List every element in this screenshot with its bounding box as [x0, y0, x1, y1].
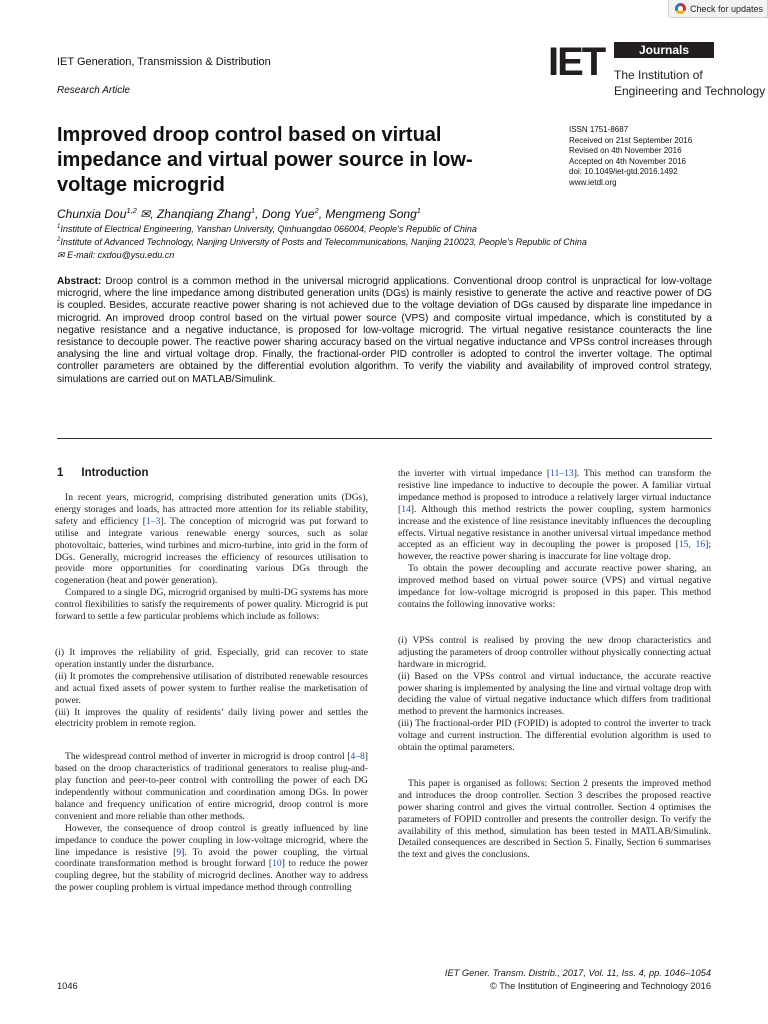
- check-for-updates-button[interactable]: [668, 0, 768, 18]
- page-number: 1046: [57, 981, 78, 991]
- author-name: Zhanqiang Zhang: [156, 207, 251, 221]
- check-for-updates-label: Check for updates: [690, 3, 764, 14]
- abstract-text: Droop control is a common method in the universal microgrid applications. Conventional droop control is unpractical for low-voltage microgrid, where the line impedance among distributed generation units (DGs) is mainly resistive to generate the active and reactive power of DG is coupled. Besides, accurate reactive power sharing is not achieved due to the voltage deviation of DGs caused by disparate line impedance in microgrid. An improved droop control based on the virtual power source (VPS) and composite virtual impedance, which is constituted by a negative resistance and a negative inductance, is proposed for low-voltage microgrid. The virtual negative resistance counteracts the line resistance to decouple power. The reactive power sharing accuracy based on the virtual negative inductance and VPSs control increases through analysing the line and virtual voltage drop. Finally, the fractional-order PID controller is adopted to control the inverter voltage. The optimal controller parameters are obtained by the differential evolution algorithm. To verify the viability and availability of improved control strategy, simulations are carried out on MATLAB/Simulink.: [57, 276, 712, 385]
- left-column: [55, 492, 368, 894]
- abstract-label: Abstract:: [57, 276, 102, 287]
- author-name: Chunxia Dou: [57, 207, 127, 221]
- citation-link[interactable]: 14: [401, 503, 411, 515]
- author-list: Chunxia Dou$^{1,2}$ ✉, Zhanqiang Zhang$^1$, Dong Yue$^2$, Mengmeng Song$^1$: [57, 206, 421, 221]
- doi-link[interactable]: doi: 10.1049/iet-gtd.2016.1492: [569, 167, 678, 177]
- accepted-date: Accepted on 4th November 2016: [569, 156, 686, 166]
- list-item: (iii) The fractional-order PID (FOPID) is adopted to control the inverter to track voltage and current instruction. The differential evolution algorithm is used to obtain the optimal parameters.: [398, 718, 711, 754]
- list-item: (iii) It improves the quality of residents’ daily living power and settles the electricity problem in remote region.: [55, 706, 368, 730]
- journals-banner: Journals: [614, 42, 714, 58]
- citation-link[interactable]: 10: [272, 858, 282, 870]
- website-link[interactable]: www.ietdl.org: [569, 177, 617, 187]
- issn: ISSN 1751-8687: [569, 125, 629, 134]
- paragraph: The widespread control method of inverter in microgrid is droop control [4–8] based on the droop characteristics of traditional generators to realise plug-and-play function and peer-to-peer control with controlling the power of each DG independently without communication and coordination among DGs. In power balance and frequency unification of entire microgrid, droop control is more convenient and more reliable than other methods.: [55, 751, 368, 822]
- section-heading: [57, 467, 166, 479]
- affiliation-2: [57, 237, 587, 247]
- list-item: (i) It improves the reliability of grid. Especially, grid can recover to state operation instantly under the disturbance.: [55, 646, 368, 670]
- paper-title: Improved droop control based on virtual impedance and virtual power source in low-voltage microgrid: [57, 124, 473, 196]
- author-affil-sup: 1,2: [126, 206, 137, 215]
- citation-link[interactable]: 11–13: [550, 468, 574, 479]
- paragraph: This paper is organised as follows: Section 2 presents the improved method and introduces the droop controller. Section 3 describes the proposed reactive power sharing control and gives the virtual controller. Section 4 optimises the parameters of FOPID controller and presents the controller design. To verify the availability of this method, simulation has been tested in MATLAB/Simulink. Detailed consequences are described in Section 5. Finally, Section 6 summarises the text and gives the conclusions.: [398, 777, 711, 861]
- citation-link[interactable]: 4–8: [350, 751, 365, 763]
- article-metadata: [569, 125, 749, 189]
- list-item: (ii) It promotes the comprehensive utilisation of distributed renewable resources and actual fixed assets of power system to further realise the marketisation of power.: [55, 670, 368, 706]
- list-item: (i) VPSs control is realised by proving the new droop characteristics and adjusting the parameters of droop controller without physically connecting actual hardware in microgrid.: [398, 634, 711, 670]
- author-affil-sup: 1: [250, 206, 256, 215]
- divider: [57, 438, 712, 439]
- citation-link[interactable]: 9: [176, 846, 182, 858]
- affiliation-sup: 1: [57, 224, 61, 230]
- paragraph: Compared to a single DG, microgrid organised by multi-DG systems has more control flexibilities to satisfy the requirements of power quality. Microgrid is put forward to settle a few particular problems which include as follows:: [55, 587, 368, 623]
- author-affil-sup: 2: [314, 206, 319, 215]
- list-item: (ii) Based on the VPSs control and virtual inductance, the accurate reactive power sharing is implemented by analysing the line and virtual voltage drop with deciding the value of virtual negative inductance which differs from traditional method to prevent the harmonics increases.: [398, 670, 711, 718]
- section-number: 1: [57, 467, 64, 479]
- mail-icon: ✉: [57, 250, 65, 260]
- citation-link[interactable]: 15, 16: [678, 539, 706, 551]
- citation-link[interactable]: 1–3: [146, 515, 161, 527]
- author-affil-sup: 1: [416, 206, 421, 215]
- affiliation-text: Institute of Electrical Engineering, Yanshan University, Qinhuangdao 066004, People’s Republic of China: [60, 224, 477, 234]
- affiliation-sup: 2: [57, 237, 61, 243]
- paragraph: In recent years, microgrid, comprising distributed generation units (DGs), energy storages and loads, has attracted more attention for its reliable stability, safety and efficiency [1–3]. The conception of microgrid was put forward to utilise and integrate various renewable energy sources, such as solar photovoltaic, batteries, wind turbines and micro-turbine, into grid in the form of DGs. Generally, microgrid increases the efficiency of resources utilisation to provide more opportunities for coordinating various DGs through the cogeneration (heat and power generation).: [55, 492, 368, 587]
- journal-name: IET Generation, Transmission & Distribution: [57, 56, 271, 68]
- mail-icon: ✉: [140, 207, 151, 221]
- footer-copyright: © The Institution of Engineering and Technology 2016: [489, 981, 711, 991]
- institution-name-line2: Engineering and Technology: [614, 84, 766, 98]
- received-date: Received on 21st September 2016: [569, 135, 693, 145]
- revised-date: Revised on 4th November 2016: [569, 146, 682, 156]
- section-title: Introduction: [81, 467, 149, 479]
- paragraph: However, the consequence of droop control is greatly influenced by line impedance to conduce the power coupling in low-voltage microgrid, where the line impedance is resistive [9]. To avoid the power coupling, the virtual coordinate transformation method is brought forward [10] to reduce the power coupling degree, but the stability of microgrid declines. Another way to address the power coupling problem is virtual impedance method through controlling: [55, 822, 368, 894]
- article-type: Research Article: [57, 85, 130, 96]
- affiliation-text: Institute of Advanced Technology, Nanjing University of Posts and Telecommunications, Nanjing 210023, People’s Republic of China: [60, 237, 587, 247]
- iet-logo: [548, 40, 766, 100]
- corresponding-email: [57, 250, 174, 261]
- institution-name-line1: The Institution of: [614, 68, 703, 82]
- abstract: [57, 276, 712, 386]
- author-name: Dong Yue: [261, 207, 315, 221]
- paragraph: To obtain the power decoupling and accurate reactive power sharing, an improved method based on virtual power source (VPS) and virtual negative impedance for low-voltage microgrid is proposed in this paper. This method contains the following innovative works:: [398, 563, 711, 610]
- footer-citation: IET Gener. Transm. Distrib., 2017, Vol. 11, Iss. 4, pp. 1046–1054: [444, 968, 711, 978]
- iet-logo-letters: IET: [548, 40, 605, 84]
- paragraph: the inverter with virtual impedance [11–13]. This method can transform the resistive line impedance to inductive to decouple the power. A familiar virtual impedance method is proposed to introduce a relatively larger virtual inductance [14]. Although this method restricts the power coupling, system harmonics increase and the existence of line resistance inevitably influences the decoupling effects. Virtual negative resistance in another universal virtual impedance method accepted as an efficient way in decoupling the power is proposed [15, 16]; however, the reactive power sharing is inaccurate for line voltage drop.: [398, 468, 712, 563]
- email-text[interactable]: E-mail: cxdou@ysu.edu.cn: [67, 250, 175, 260]
- crossmark-icon: [675, 3, 686, 14]
- right-column: [398, 468, 711, 861]
- author-name: Mengmeng Song: [325, 207, 417, 221]
- affiliation-1: [57, 224, 477, 234]
